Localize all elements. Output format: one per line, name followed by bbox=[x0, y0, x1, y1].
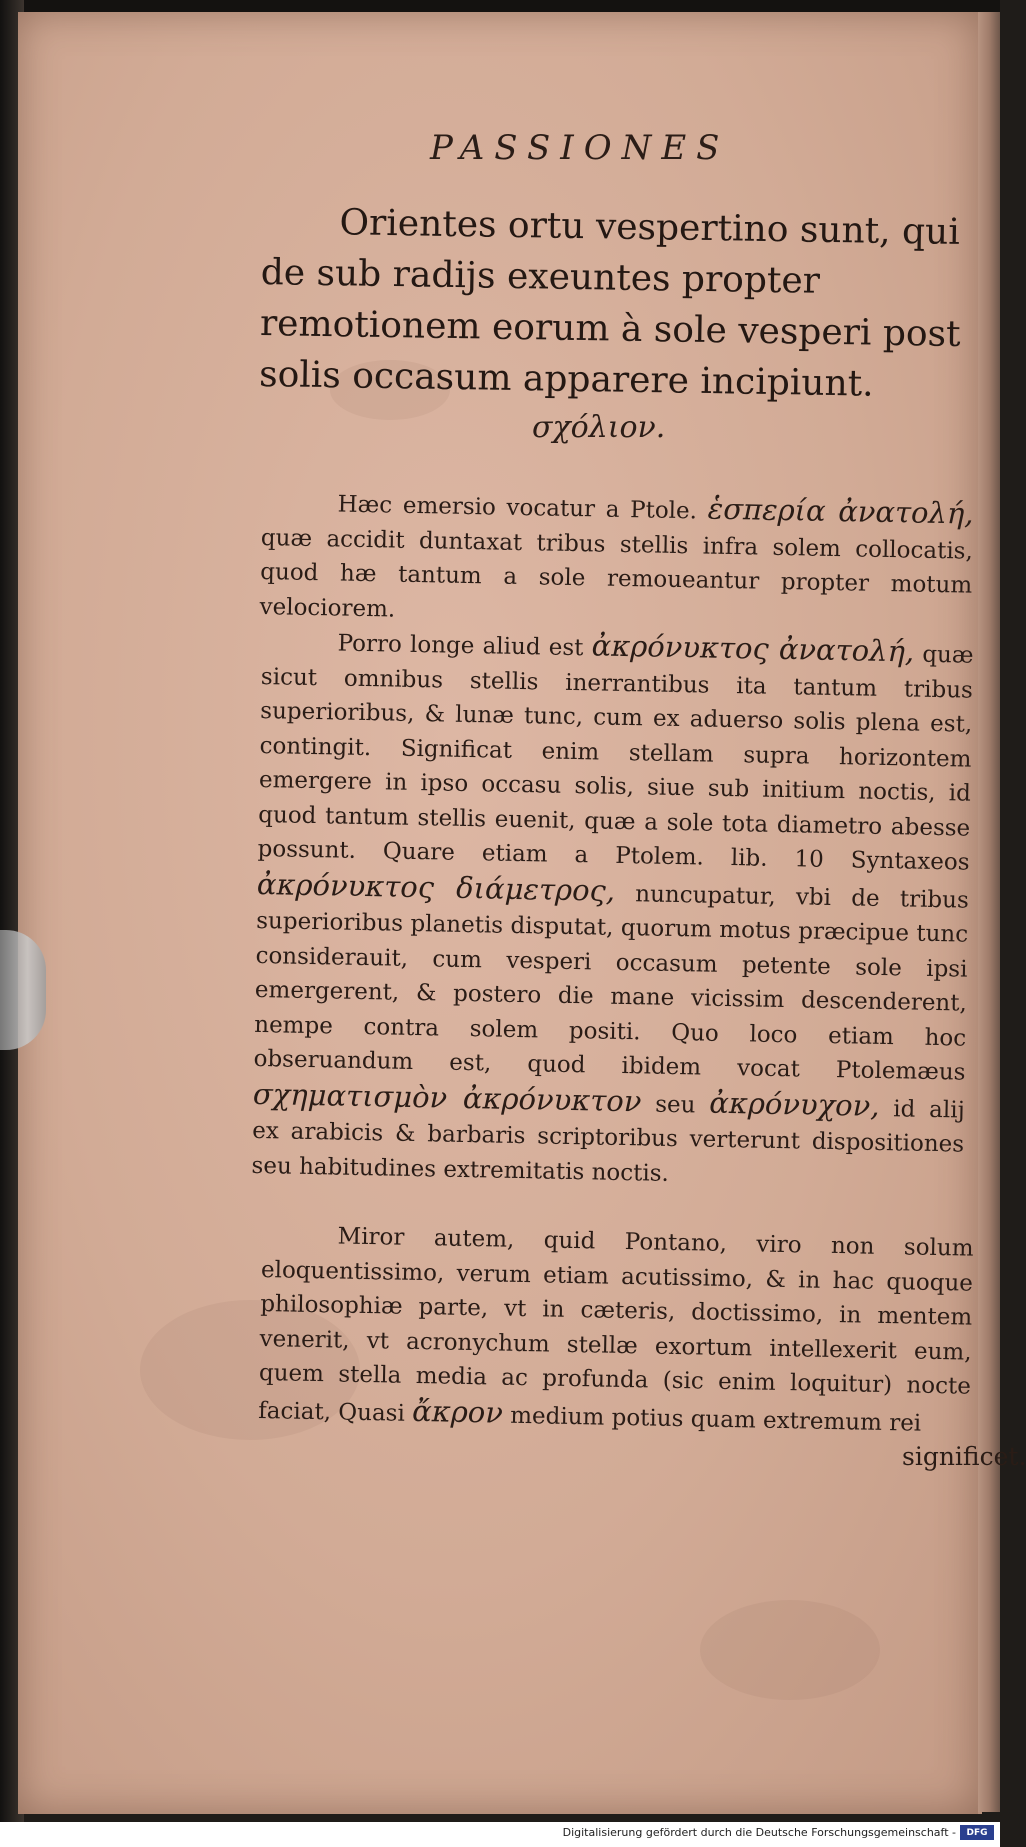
paragraph-text: Hæc emersio vocatur a Ptole. bbox=[337, 491, 708, 525]
proposition-text: Orientes ortu vespertino sunt, qui de sub radijs exeuntes propter remotionem eorum à sole vesperi post solis occasum apparere incipiunt. bbox=[258, 202, 961, 405]
paragraph-text: id alij ex arabicis & barbaris scriptoribus verterunt dispositiones seu habitudines extremitatis noctis. bbox=[251, 1095, 966, 1187]
paragraph-text: Porro longe aliud est bbox=[337, 630, 592, 662]
running-head: PASSIONES bbox=[430, 128, 730, 168]
paragraph-text: nuncupatur, vbi de tribus superioribus planetis disputat, quorum motus præcipue tunc considerauit, cum vesperi occasum petente sole ipsi emergerent, & postero die mane vicissim descenderent, nempe contra solem positi. Quo loco etiam hoc obseruandum est, quod ibidem vocat Ptolemæus bbox=[253, 880, 970, 1086]
paragraph-2 bbox=[251, 622, 974, 1197]
greek-term: σχηματισμὸν ἀκρόνυκτον bbox=[252, 1076, 642, 1118]
paragraph-text: quæ accidit duntaxat tribus stellis infra solem collocatis, quod hæ tantum a sole remoueantur propter motum velociorem. bbox=[259, 524, 974, 623]
paragraph-text: quæ sicut omnibus stellis inerrantibus ita tantum tribus superioribus, & lunæ tunc, cum ex aduerso solis plena est, contingit. Significat enim stellam supra horizontem emergere in ipso occasu solis, siue sub initium noctis, id quod tantum stellis euenit, quæ a sole tota diametro abesse possunt. Quare etiam a Ptolem. lib. 10 Syntaxeos bbox=[257, 641, 974, 876]
paper-stain bbox=[700, 1600, 880, 1700]
greek-term: ἄκρον bbox=[411, 1393, 504, 1430]
scholion-heading: σχόλιον. bbox=[532, 410, 666, 445]
greek-term: ἀκρόνυκτος ἀνατολή, bbox=[591, 628, 915, 669]
greek-term: ἑσπερία ἀνατολή, bbox=[707, 491, 974, 531]
footer-credit: Digitalisierung gefördert durch die Deutsche Forschungsgemeinschaft - bbox=[562, 1826, 956, 1839]
greek-term: ἀκρόνυχον, bbox=[708, 1085, 880, 1123]
catchword: significet. bbox=[902, 1442, 1026, 1471]
paragraph-text: medium potius quam extremum rei bbox=[502, 1402, 922, 1437]
paragraph-3 bbox=[258, 1218, 974, 1442]
page-edge bbox=[978, 12, 1000, 1812]
paragraph-1 bbox=[259, 483, 974, 638]
greek-term: ἀκρόνυκτος διάμετρος, bbox=[256, 866, 616, 908]
paragraph-text: seu bbox=[641, 1090, 710, 1119]
dfg-logo: DFG bbox=[960, 1825, 994, 1840]
book-clamp bbox=[0, 930, 46, 1050]
paragraph-text: Miror autem, quid Pontano, viro non solum eloquentissimo, verum etiam acutissimo, & in hac quoque philosophiæ parte, vt in cæteris, doctissimo, in mentem venerit, vt acronychum stellæ exortum intellexerit eum, quem stella media ac profunda (sic enim loquitur) nocte faciat, Quasi bbox=[258, 1223, 974, 1427]
